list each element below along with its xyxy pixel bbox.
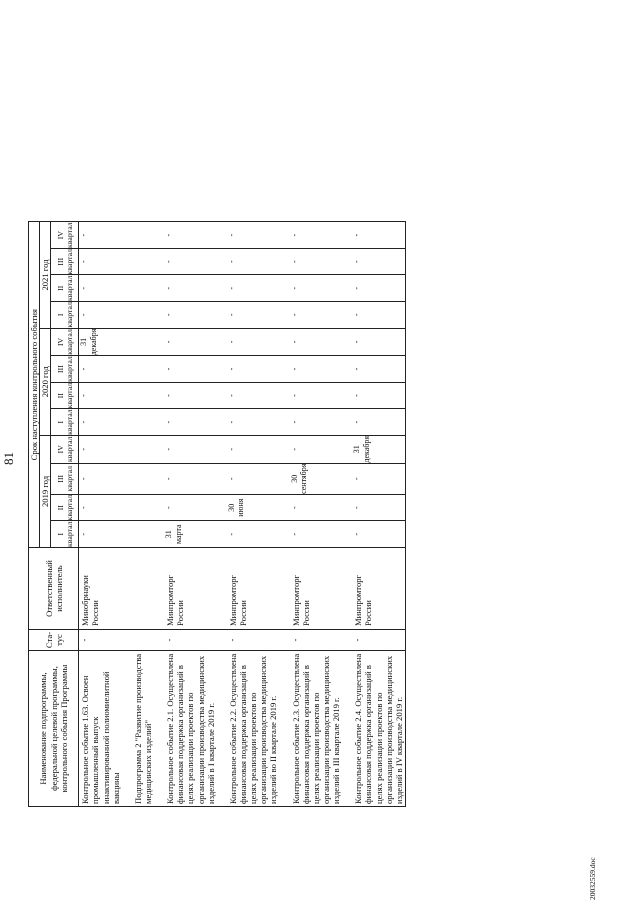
spacer-cell: [154, 275, 164, 302]
row-name: Контрольное событие 1.63. Освоен промышленный выпуск инактивированной полиомиелитной вакцины: [79, 651, 122, 807]
row-status: -: [352, 630, 405, 651]
row-quarter-value: -: [79, 494, 122, 521]
row-executor: Минпромторг России: [290, 548, 343, 630]
header-year-2019: 2019 год: [40, 435, 51, 547]
spacer-cell: [154, 548, 164, 630]
row-quarter-value: [132, 275, 154, 302]
header-quarter: III квартал: [51, 248, 79, 275]
header-quarter: IV квартал: [51, 328, 79, 356]
table-row: [290, 222, 343, 807]
row-quarter-value: -: [227, 463, 280, 494]
header-status: Ста-тус: [29, 630, 79, 651]
row-quarter-value: -: [164, 435, 217, 463]
row-spacer: [154, 222, 164, 807]
header-quarter: I квартал: [51, 409, 79, 436]
row-quarter-value: -: [227, 435, 280, 463]
spacer-cell: [342, 248, 352, 275]
row-executor: Минпромторг России: [164, 548, 217, 630]
row-quarter-value: -: [352, 463, 405, 494]
header-quarter: IV квартал: [51, 222, 79, 249]
row-quarter-value: [132, 222, 154, 249]
row-quarter-value: [132, 328, 154, 356]
spacer-cell: [122, 630, 132, 651]
spacer-cell: [280, 463, 290, 494]
spacer-cell: [342, 302, 352, 329]
row-spacer: [280, 222, 290, 807]
row-quarter-value: -: [79, 382, 122, 409]
row-quarter-value: -: [79, 463, 122, 494]
spacer-cell: [280, 521, 290, 548]
row-quarter-value: -: [352, 328, 405, 356]
spacer-cell: [217, 382, 227, 409]
spacer-cell: [217, 630, 227, 651]
row-spacer: [122, 222, 132, 807]
row-quarter-value: -: [79, 302, 122, 329]
spacer-cell: [342, 463, 352, 494]
spacer-cell: [280, 248, 290, 275]
spacer-cell: [122, 494, 132, 521]
spacer-cell: [122, 651, 132, 807]
row-quarter-value: [132, 463, 154, 494]
spacer-cell: [342, 409, 352, 436]
row-quarter-value: -: [79, 409, 122, 436]
row-status: -: [164, 630, 217, 651]
spacer-cell: [342, 328, 352, 356]
spacer-cell: [280, 548, 290, 630]
table-row: [164, 222, 217, 807]
row-quarter-value: -: [352, 494, 405, 521]
row-name: Контрольное событие 2.2. Осуществлена финансовая поддержка организаций в целях реализации проектов по организации производства медицинских изделий во II квартале 2019 г.: [227, 651, 280, 807]
row-quarter-value: [132, 435, 154, 463]
row-quarter-value: -: [164, 328, 217, 356]
row-executor: Минпромторг России: [227, 548, 280, 630]
row-quarter-value: -: [79, 521, 122, 548]
spacer-cell: [342, 494, 352, 521]
spacer-cell: [122, 382, 132, 409]
row-executor: [132, 548, 154, 630]
row-name: Контрольное событие 2.1. Осуществлена финансовая поддержка организаций в целях реализации проектов по организации производства медицинских изделий в I квартале 2019 г.: [164, 651, 217, 807]
spacer-cell: [154, 521, 164, 548]
row-status: -: [227, 630, 280, 651]
row-quarter-value: -: [290, 222, 343, 249]
table-row: [79, 222, 122, 807]
spacer-cell: [122, 275, 132, 302]
header-quarter: II квартал: [51, 494, 79, 521]
header-quarter: II квартал: [51, 382, 79, 409]
spacer-cell: [280, 382, 290, 409]
row-quarter-value: -: [352, 409, 405, 436]
spacer-cell: [342, 548, 352, 630]
header-year-2021: 2021 год: [40, 222, 51, 328]
spacer-cell: [217, 548, 227, 630]
row-quarter-value: -: [290, 382, 343, 409]
spacer-cell: [154, 328, 164, 356]
row-executor: Минобрнауки России: [79, 548, 122, 630]
spacer-cell: [342, 222, 352, 249]
spacer-cell: [122, 463, 132, 494]
spacer-cell: [280, 494, 290, 521]
spacer-cell: [122, 409, 132, 436]
spacer-cell: [342, 521, 352, 548]
spacer-cell: [122, 435, 132, 463]
row-quarter-value: -: [79, 356, 122, 383]
row-quarter-value: [132, 494, 154, 521]
spacer-cell: [154, 248, 164, 275]
header-quarter: II квартал: [51, 275, 79, 302]
header-name: Наименование подпрограммы, федеральной целевой программы, контрольного события Программы: [29, 651, 79, 807]
row-quarter-value: -: [352, 302, 405, 329]
header-quarter: IV квартал: [51, 435, 79, 463]
row-quarter-value: -: [227, 409, 280, 436]
row-quarter-value: -: [79, 248, 122, 275]
row-quarter-value: -: [227, 275, 280, 302]
row-quarter-value: -: [164, 463, 217, 494]
header-quarter: I квартал: [51, 521, 79, 548]
spacer-cell: [154, 409, 164, 436]
table-row: [132, 222, 154, 807]
spacer-cell: [280, 409, 290, 436]
table-row: [227, 222, 280, 807]
row-quarter-value: -: [352, 275, 405, 302]
row-quarter-value: -: [164, 275, 217, 302]
spacer-cell: [122, 548, 132, 630]
row-quarter-value: [132, 382, 154, 409]
header-quarter: I квартал: [51, 302, 79, 329]
row-quarter-value: -: [164, 248, 217, 275]
control-events-table: [28, 221, 406, 807]
row-quarter-value: -: [164, 222, 217, 249]
row-executor: Минпромторг России: [352, 548, 405, 630]
spacer-cell: [342, 435, 352, 463]
row-name: Контрольное событие 2.4. Осуществлена финансовая поддержка организаций в целях реализации проектов по организации производства медицинских изделий в IV квартале 2019 г.: [352, 651, 405, 807]
spacer-cell: [217, 275, 227, 302]
row-quarter-value: -: [352, 222, 405, 249]
page-number: 81: [1, 452, 16, 465]
spacer-cell: [280, 651, 290, 807]
row-quarter-value: [132, 356, 154, 383]
row-quarter-value: [132, 248, 154, 275]
row-quarter-value: -: [79, 222, 122, 249]
row-name: Контрольное событие 2.3. Осуществлена финансовая поддержка организаций в целях реализации проектов по организации производства медицинских изделий в III квартале 2019 г.: [290, 651, 343, 807]
row-quarter-value: -: [352, 382, 405, 409]
row-quarter-value: -: [290, 494, 343, 521]
row-quarter-value: -: [290, 248, 343, 275]
header-term: Срок наступления контрольного события: [29, 222, 40, 548]
row-quarter-value: 31 декабря: [79, 328, 122, 356]
row-quarter-value: -: [290, 356, 343, 383]
row-quarter-value: -: [227, 302, 280, 329]
row-quarter-value: -: [352, 356, 405, 383]
row-quarter-value: -: [227, 521, 280, 548]
spacer-cell: [342, 356, 352, 383]
spacer-cell: [217, 463, 227, 494]
row-quarter-value: -: [79, 435, 122, 463]
header-quarter: III квартал: [51, 356, 79, 383]
spacer-cell: [280, 328, 290, 356]
row-quarter-value: -: [227, 328, 280, 356]
row-status: [132, 630, 154, 651]
spacer-cell: [217, 521, 227, 548]
spacer-cell: [154, 435, 164, 463]
spacer-cell: [154, 630, 164, 651]
row-quarter-value: 30 июня: [227, 494, 280, 521]
spacer-cell: [280, 222, 290, 249]
row-quarter-value: -: [79, 275, 122, 302]
row-quarter-value: -: [290, 275, 343, 302]
spacer-cell: [217, 356, 227, 383]
spacer-cell: [217, 302, 227, 329]
row-quarter-value: -: [164, 302, 217, 329]
row-quarter-value: -: [290, 302, 343, 329]
row-quarter-value: -: [227, 248, 280, 275]
spacer-cell: [217, 435, 227, 463]
spacer-cell: [122, 328, 132, 356]
spacer-cell: [342, 651, 352, 807]
row-quarter-value: 30 сентября: [290, 463, 343, 494]
spacer-cell: [154, 302, 164, 329]
spacer-cell: [217, 248, 227, 275]
table-row: [352, 222, 405, 807]
row-quarter-value: -: [352, 521, 405, 548]
row-quarter-value: -: [352, 248, 405, 275]
spacer-cell: [217, 328, 227, 356]
spacer-cell: [280, 302, 290, 329]
spacer-cell: [342, 382, 352, 409]
spacer-cell: [154, 463, 164, 494]
row-quarter-value: [132, 409, 154, 436]
row-status: -: [290, 630, 343, 651]
spacer-cell: [280, 275, 290, 302]
row-quarter-value: 31 марта: [164, 521, 217, 548]
spacer-cell: [280, 435, 290, 463]
spacer-cell: [122, 222, 132, 249]
row-quarter-value: 31 декабря: [352, 435, 405, 463]
spacer-cell: [154, 382, 164, 409]
row-spacer: [217, 222, 227, 807]
row-spacer: [342, 222, 352, 807]
row-status: -: [79, 630, 122, 651]
header-executor: Ответственный исполнитель: [29, 548, 79, 630]
spacer-cell: [154, 356, 164, 383]
row-quarter-value: -: [290, 435, 343, 463]
spacer-cell: [217, 409, 227, 436]
row-quarter-value: -: [164, 494, 217, 521]
spacer-cell: [122, 356, 132, 383]
row-quarter-value: -: [290, 521, 343, 548]
header-year-2020: 2020 год: [40, 328, 51, 435]
row-quarter-value: -: [227, 382, 280, 409]
row-quarter-value: -: [290, 409, 343, 436]
spacer-cell: [154, 222, 164, 249]
spacer-cell: [280, 630, 290, 651]
spacer-cell: [122, 248, 132, 275]
spacer-cell: [154, 651, 164, 807]
table-body: [79, 222, 406, 807]
row-quarter-value: -: [227, 356, 280, 383]
spacer-cell: [217, 494, 227, 521]
spacer-cell: [342, 630, 352, 651]
header-quarter: III квартал: [51, 463, 79, 494]
spacer-cell: [217, 651, 227, 807]
row-quarter-value: -: [164, 382, 217, 409]
spacer-cell: [154, 494, 164, 521]
row-name: Подпрограмма 2 "Развитие производства медицинских изделий": [132, 651, 154, 807]
spacer-cell: [122, 521, 132, 548]
spacer-cell: [217, 222, 227, 249]
row-quarter-value: -: [290, 328, 343, 356]
row-quarter-value: [132, 521, 154, 548]
row-quarter-value: -: [164, 409, 217, 436]
spacer-cell: [280, 356, 290, 383]
spacer-cell: [122, 302, 132, 329]
footer-filename: 20032559.doc: [588, 857, 597, 900]
row-quarter-value: [132, 302, 154, 329]
row-quarter-value: -: [227, 222, 280, 249]
row-quarter-value: -: [164, 356, 217, 383]
spacer-cell: [342, 275, 352, 302]
